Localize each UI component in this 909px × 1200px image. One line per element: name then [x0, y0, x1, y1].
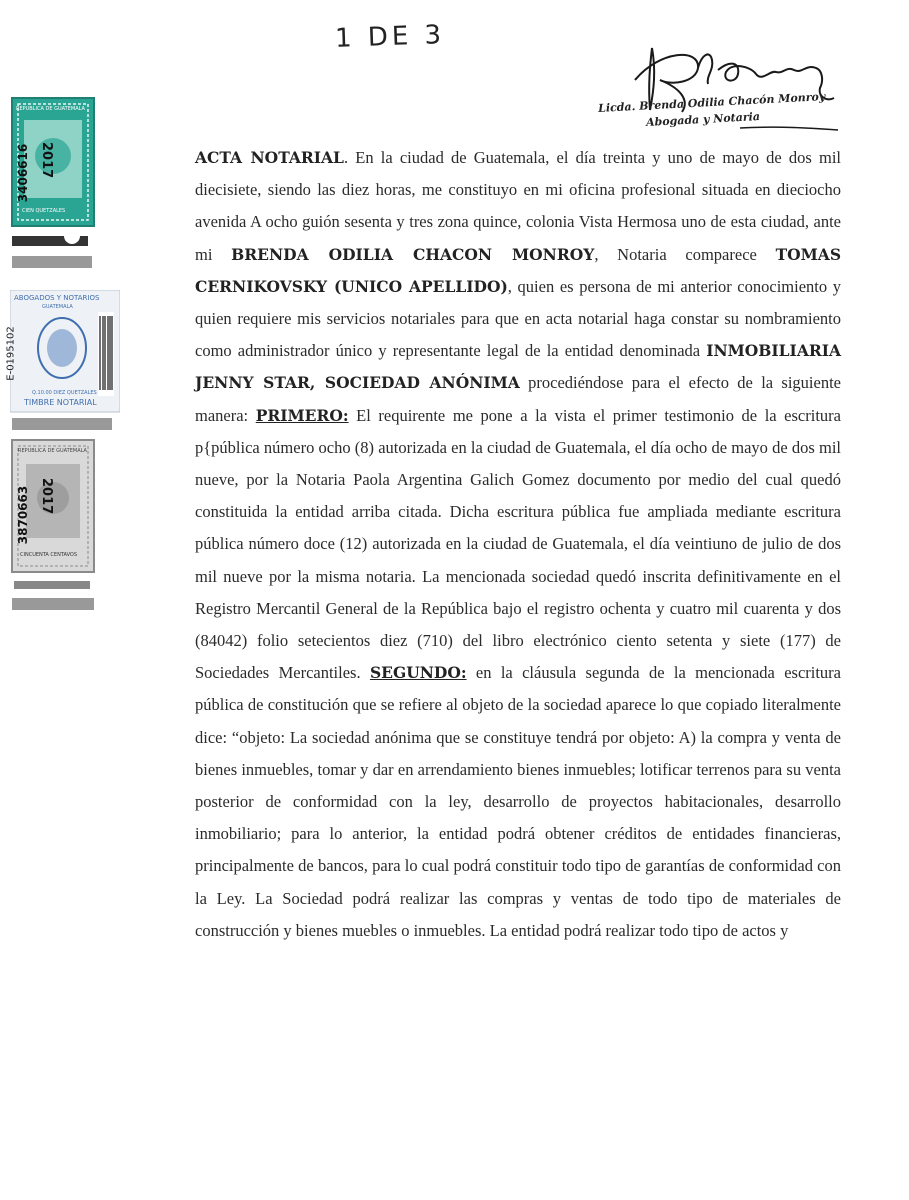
text-segment: , quien es persona de mi anterior conocimiento y quien requiere mis servicios notariales para que en acta notarial haga constar su nombramiento como administrador único y representante legal de la entidad denominada — [195, 276, 841, 361]
stamp-2-serial: E-0195102 — [5, 326, 17, 381]
stamp-1-country: REPUBLICA DE GUATEMALA — [16, 106, 85, 112]
text-segment: procediéndose para el efecto de la siguiente manera: — [195, 373, 841, 425]
notarial-stamp-graphic — [10, 290, 120, 440]
page-number: 1 DE 3 — [334, 20, 446, 54]
text-segment: , Notaria comparece — [594, 244, 776, 264]
stamp-2-value: Q.10.00 DIEZ QUETZALES — [32, 390, 97, 396]
document-body — [195, 142, 841, 947]
company-name: INMOBILIARIA JENNY STAR, SOCIEDAD ANÓNIMA — [195, 341, 841, 393]
stamp-3-serial: 3870663 — [16, 485, 31, 545]
notarial-stamp-blue — [5, 290, 120, 460]
text-segment: El requirente me pone a la vista el primer testimonio de la escritura p{pública número ocho (8) autorizada en la ciudad de Guatemala, el día ocho de mayo de dos mil nueve, por la Notaria Paola Argentina Galich Gomez documento por medio del cual quedó constituida la entidad arriba citada. Dicha escritura pública fue ampliada mediante escritura pública número doce (12) autorizada en la ciudad de Guatemala, el día veintiuno de julio de dos mil nueve por la misma notaria. La mencionada sociedad quedó inscrita definitivamente en el Registro Mercantil General de la República bajo el registro ochenta y cuatro mil cuarenta y dos (84042) folio setecientos diez (710) del libro electrónico ciento setenta y siete (177) de Sociedades Mercantiles. — [195, 405, 841, 683]
second-clause-heading: SEGUNDO: — [369, 663, 467, 683]
applicant-name: TOMAS CERNIKOVSKY (UNICO APELLIDO) — [195, 244, 842, 296]
stamp-2-country: GUATEMALA — [42, 304, 73, 310]
stamp-1-year: 2017 — [39, 142, 54, 179]
document-paragraph — [195, 142, 841, 947]
notary-signature-title: Abogada y Notaria — [645, 110, 761, 129]
stamp-2-footer: TIMBRE NOTARIAL — [24, 398, 97, 407]
stamp-column — [0, 90, 130, 710]
stamp-2-header: ABOGADOS Y NOTARIOS — [14, 294, 100, 302]
text-segment: en la cláusula segunda de la mencionada escritura pública de constitución que se refiere al objeto de la sociedad aparece lo que copiado literalmente dice: “objeto: La sociedad anónima que se constituye tendrá por objeto: A) la compra y venta de bienes inmuebles, tomar y dar en arrendamiento bienes inmuebles; lotificar terrenos para su venta posterior de conformidad con la ley, desarrollo de proyectos habitacionales, desarrollo inmobiliario; para lo anterior, la entidad podrá obtener créditos de entidades financieras, principalmente de bancos, para lo cual podrá constituir todo tipo de garantías de conformidad con la Ley. La Sociedad podrá realizar las compras y ventas de todo tipo de materiales de construcción y bienes muebles o inmuebles. La entidad podrá realizar todo tipo de actos y — [195, 663, 842, 940]
revenue-stamp-green — [10, 96, 96, 282]
signature-block — [590, 40, 840, 135]
stamp-1-value: CIEN QUETZALES — [22, 208, 66, 214]
document-title: ACTA NOTARIAL — [195, 148, 344, 167]
revenue-stamp-grey — [10, 438, 96, 618]
notary-signature-name: Licda. Brenda Odilia Chacón Monroy — [597, 90, 826, 115]
stamp-1-serial: 3406616 — [16, 143, 31, 203]
notary-name: BRENDA ODILIA CHACON MONROY — [231, 244, 595, 264]
stamp-3-country: REPUBLICA DE GUATEMALA — [18, 448, 87, 454]
first-clause-heading: PRIMERO: — [255, 405, 349, 425]
text-segment: . En la ciudad de Guatemala, el día treinta y uno de mayo de dos mil diecisiete, siendo las diez horas, me constituyo en mi oficina profesional situada en dieciocho avenida A ocho guión sesenta y tres zona quince, colonia Vista Hermosa uno de esta ciudad, ante mi — [195, 148, 841, 264]
stamp-3-value: CINCUENTA CENTAVOS — [20, 552, 78, 558]
stamp-3-year: 2017 — [39, 478, 54, 515]
